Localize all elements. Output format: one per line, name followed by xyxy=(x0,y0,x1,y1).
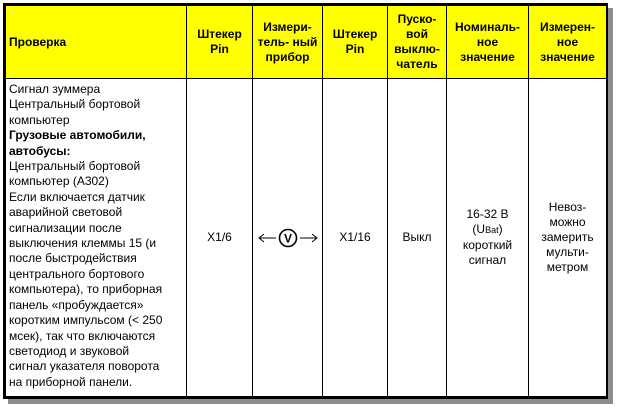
test-table-frame xyxy=(3,3,608,399)
pin-2-value: X1/16 xyxy=(323,79,388,397)
header-switch: Пуско- вой выклю- чатель xyxy=(388,6,447,79)
header-pin-2: Штекер Pin xyxy=(323,6,388,79)
measured-value: Невоз- можно замерить мульти- метром xyxy=(529,79,607,397)
nominal-value: 16-32 В (UBat) короткий сигнал xyxy=(447,79,529,397)
header-check: Проверка xyxy=(6,6,187,79)
meter-cell xyxy=(253,79,323,397)
header-row xyxy=(6,6,607,79)
test-table xyxy=(5,5,607,397)
header-meter: Измери- тель- ный прибор xyxy=(253,6,323,79)
header-measured: Измерен- ное значение xyxy=(529,6,607,79)
check-description: Сигнал зуммера Центральный бортовой компьютер Грузовые автомобили, автобусы: Центральный бортовой компьютер (A302) Если включается датчик аварийной световой сигнализации после выключения клеммы 15 (и после быстродействия центрального бортового компьютера), то приборная панель «пробуждается» коротким импульсом (< 250 мсек), так что включаются светодиод и звуковой сигнал указателя поворота на приборной панели. xyxy=(6,79,187,397)
switch-state: Выкл xyxy=(388,79,447,397)
pin-1-value: X1/6 xyxy=(187,79,253,397)
voltmeter-symbol: V xyxy=(283,231,292,245)
header-nominal: Номиналь- ное значение xyxy=(447,6,529,79)
voltmeter-icon xyxy=(255,227,321,249)
header-pin-1: Штекер Pin xyxy=(187,6,253,79)
table-row xyxy=(6,79,607,397)
